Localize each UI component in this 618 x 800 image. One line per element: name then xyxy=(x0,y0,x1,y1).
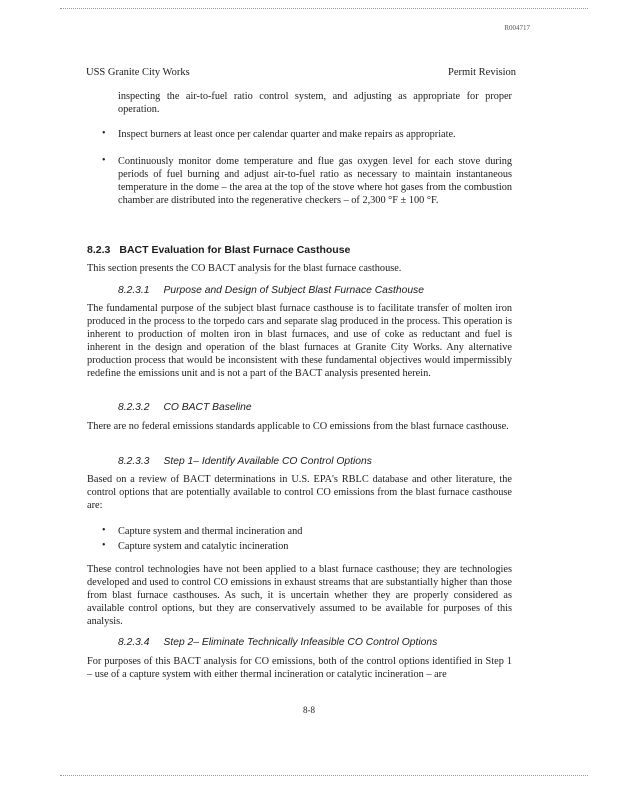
subsection-number: 8.2.3.2 xyxy=(118,402,150,413)
subsection-number: 8.2.3.1 xyxy=(118,285,150,296)
subsection-heading xyxy=(118,285,424,296)
header-title: Permit Revision xyxy=(448,67,516,78)
subsection-paragraph: Based on a review of BACT determinations in U.S. EPA's RBLC database and other literature, the control options that are potentially available to control CO emissions from the blast furnace casthouse are: xyxy=(87,474,512,511)
bullet-item: Capture system and catalytic incineration xyxy=(118,541,289,552)
subsection-paragraph: The fundamental purpose of the subject blast furnace casthouse is to facilitate transfer of molten iron produced in the process to the torpedo cars and separate slag produced in the process. This operation is inherent to production of molten iron in blast furnaces, and use of coke as reductant and fuel is inherent in the design and operation of the blast furnaces at Granite City Works. Any alternative production process that would be inconsistent with these fundamental objectives would impermissibly redefine the emissions unit and is not a part of the BACT analysis presented herein. xyxy=(87,303,512,379)
subsection-paragraph: There are no federal emissions standards applicable to CO emissions from the blast furnace casthouse. xyxy=(87,421,509,432)
subsection-title: Purpose and Design of Subject Blast Furnace Casthouse xyxy=(163,285,424,296)
section-title: BACT Evaluation for Blast Furnace Casthouse xyxy=(119,244,351,256)
subsection-heading xyxy=(118,456,372,467)
subsection-title: Step 1– Identify Available CO Control Options xyxy=(163,456,372,467)
header-facility: USS Granite City Works xyxy=(86,67,190,78)
subsection-title: CO BACT Baseline xyxy=(163,402,252,413)
bullet-marker: • xyxy=(102,155,106,166)
subsection-number: 8.2.3.4 xyxy=(118,637,150,648)
bullet-marker: • xyxy=(102,128,106,139)
scan-border-bottom xyxy=(60,775,588,776)
subsection-paragraph: These control technologies have not been applied to a blast furnace casthouse; they are technologies developed and used to control CO emissions in exhaust streams that are substantially higher than those from blast furnace casthouses. As such, it is uncertain whether they are properly considered as available control options, but they are conservatively assumed to be available for purposes of this analysis. xyxy=(87,564,512,627)
scan-border-top xyxy=(60,8,588,9)
subsection-paragraph: For purposes of this BACT analysis for CO emissions, both of the control options identified in Step 1 – use of a capture system with either thermal incineration or catalytic incineration – are xyxy=(87,656,512,680)
bullet-item: Capture system and thermal incineration and xyxy=(118,526,303,537)
section-heading xyxy=(87,244,350,256)
subsection-heading xyxy=(118,637,437,648)
bullet-marker: • xyxy=(102,525,106,536)
section-intro: This section presents the CO BACT analysis for the blast furnace casthouse. xyxy=(87,263,402,274)
subsection-number: 8.2.3.3 xyxy=(118,456,150,467)
bullet-item: Inspect burners at least once per calendar quarter and make repairs as appropriate. xyxy=(118,129,456,140)
section-number: 8.2.3 xyxy=(87,244,111,256)
document-id: R004717 xyxy=(504,24,530,32)
bullet-marker: • xyxy=(102,540,106,551)
subsection-title: Step 2– Eliminate Technically Infeasible CO Control Options xyxy=(163,637,438,648)
continued-paragraph: inspecting the air-to-fuel ratio control system, and adjusting as appropriate for proper operation. xyxy=(118,91,512,115)
subsection-heading xyxy=(118,402,252,413)
bullet-item: Continuously monitor dome temperature and flue gas oxygen level for each stove during periods of fuel burning and adjust air-to-fuel ratio as necessary to maintain instantaneous temperature in the dome – the area at the top of the stove where hot gases from the combustion chamber are distributed into the regenerative checkers – of 2,300 °F ± 100 °F. xyxy=(118,156,512,206)
page-number: 8-8 xyxy=(303,705,315,715)
